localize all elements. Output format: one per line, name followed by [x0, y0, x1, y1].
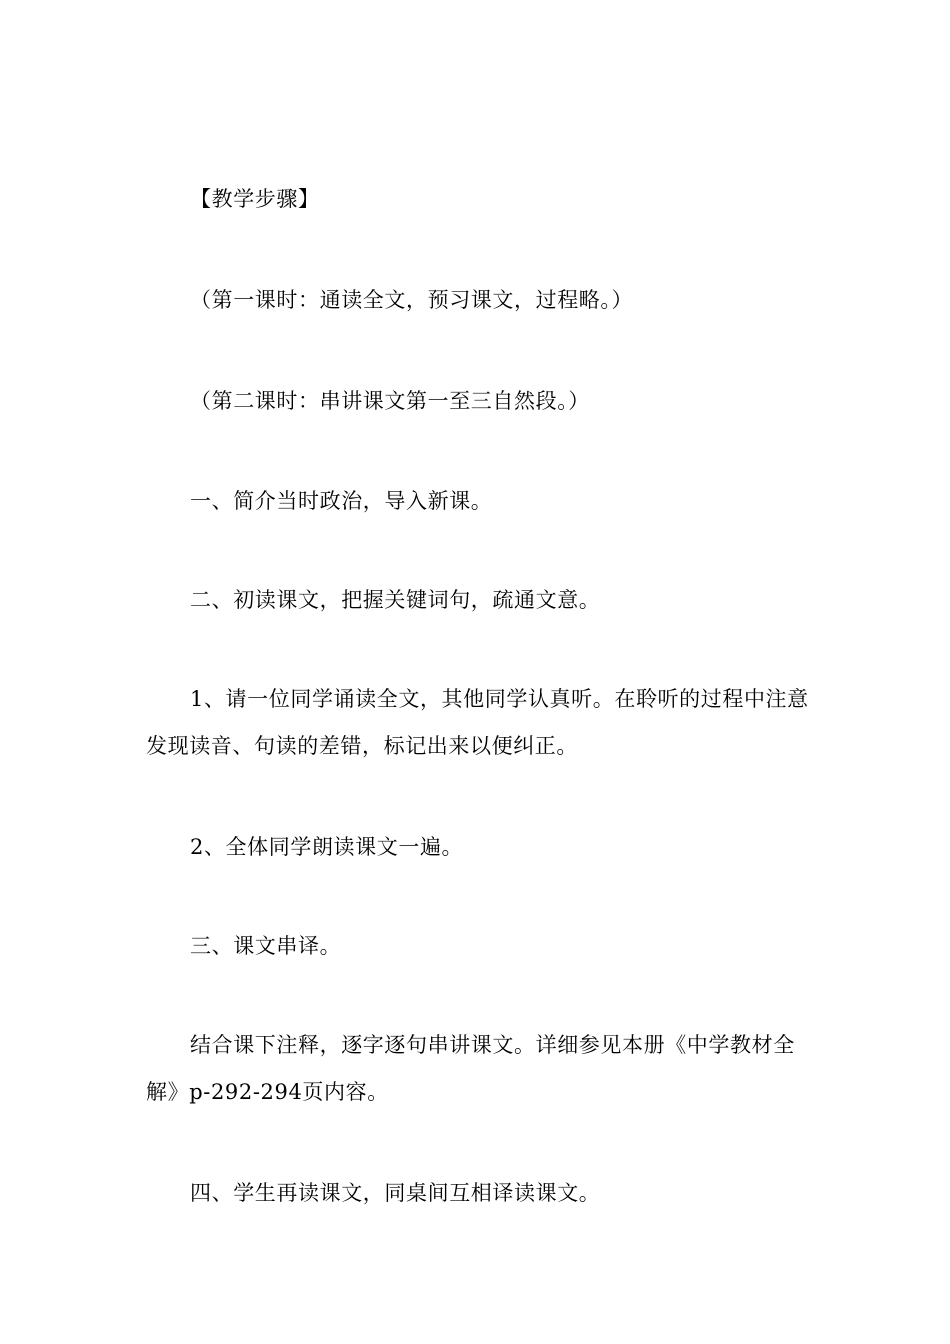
paragraph-step-four: 四、学生再读课文，同桌间互相译读课文。: [190, 1181, 601, 1205]
paragraph-annotation-note: 结合课下注释，逐字逐句串讲课文。详细参见本册《中学教材全解》p-292-294页内容。: [146, 1033, 795, 1104]
paragraph-step-two: 二、初读课文，把握关键词句，疏通文意。: [190, 588, 601, 612]
paragraph-item-two: 2、全体同学朗读课文一遍。: [190, 835, 464, 859]
paragraph-second-lesson: （第二课时：串讲课文第一至三自然段。）: [190, 389, 590, 413]
section-heading-teaching-steps: 【教学步骤】: [190, 187, 320, 211]
paragraph-step-three: 三、课文串译。: [190, 934, 342, 958]
paragraph-first-lesson: （第一课时：通读全文，预习课文，过程略。）: [190, 288, 634, 312]
paragraph-step-one: 一、简介当时政治，导入新课。: [190, 489, 493, 513]
paragraph-item-one: 1、请一位同学诵读全文，其他同学认真听。在聆听的过程中注意发现读音、句读的差错，标记出来以便纠正。: [146, 687, 809, 758]
